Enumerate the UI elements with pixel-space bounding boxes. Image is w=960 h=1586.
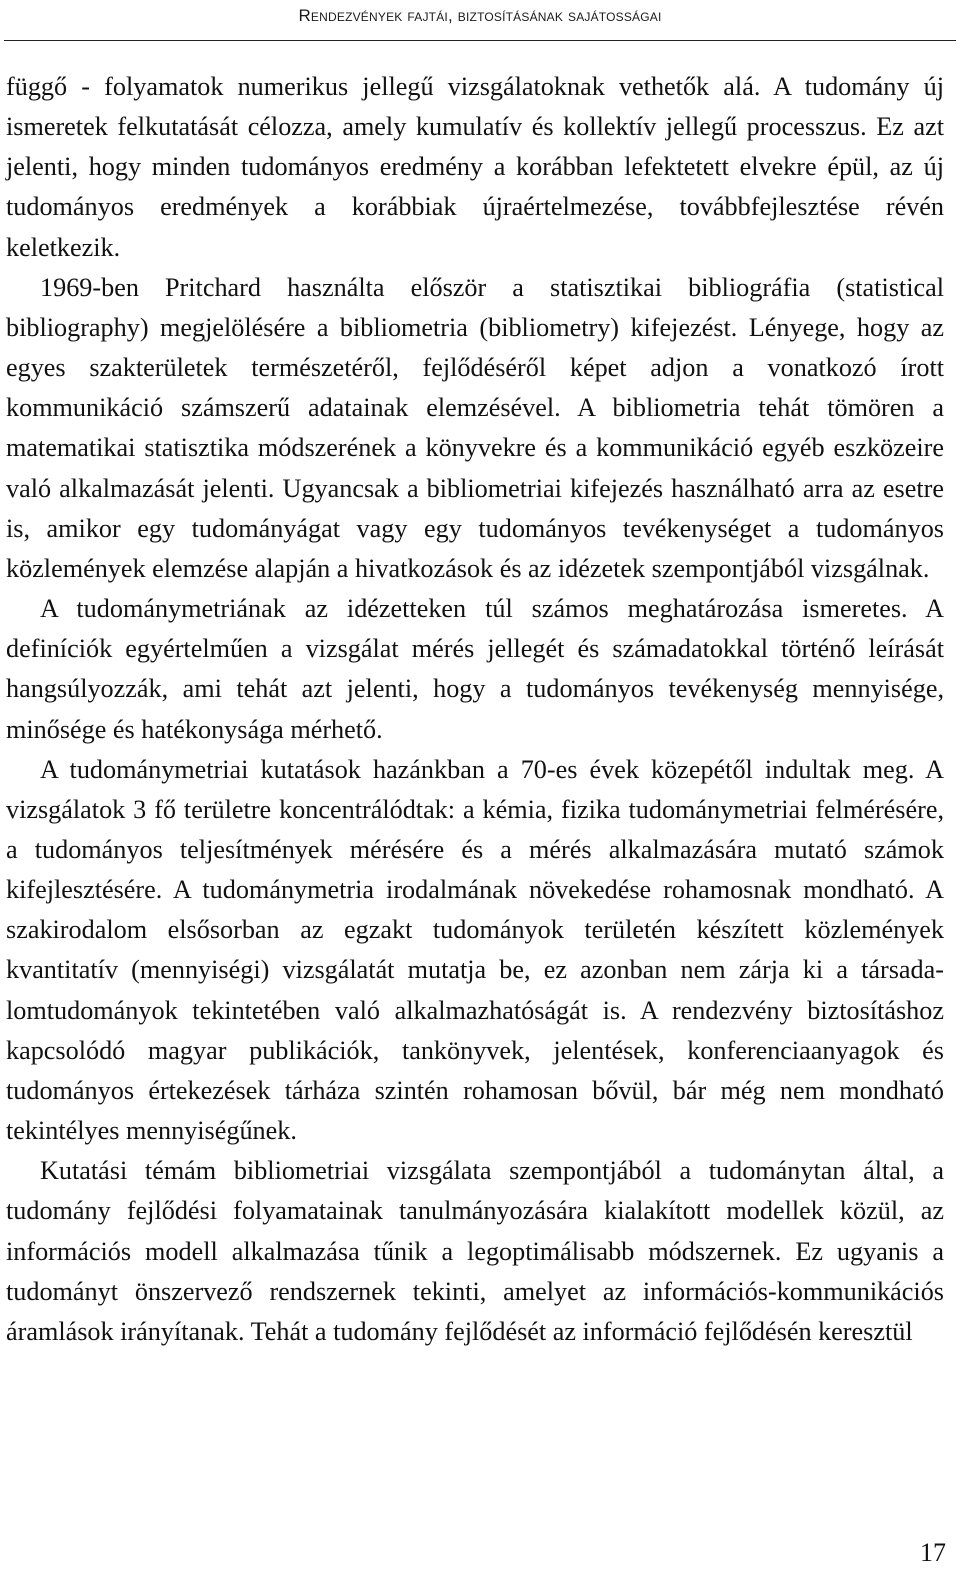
paragraph-tudomanymetria-definiciok: A tudománymetriának az idézetteken túl számos meghatározása ismeretes. A definíciók egyértelműen a vizsgálat mérés jellegét és számadatokkal történő leírását hangsúlyozzák, ami tehát azt jelenti, hogy a tudományos tevékenység mennyisége, minősége és hatékonysága mérhető. [6, 594, 944, 744]
running-header: Rendezvények fajtái, biztosításának sajátosságai [298, 6, 662, 25]
body-text [6, 67, 944, 1352]
paragraph-hazai-kutatasok: A tudománymetriai kutatások hazánkban a 70-es évek közepétől indultak meg. A vizsgálatok 3 fő területre koncentrálódtak: a kémia, fizika tudománymetriai felmérésére, a tudományos teljesítmények mérésére és a mérés alkalmazására mutató számok kifejlesztésére. A tudománymetria irodalmának növekedése rohamosnak mondható. A szakirodalom elsősorban az egzakt tudományok területén készített közlemények kvantitatív (mennyiségi) vizsgálatát mutatja be, ez azonban nem zárja ki a társadalomtudományok tekintetében való alkalmazhatóságát is. A rendezvény biztosításhoz kapcsolódó magyar publikációk, tankönyvek, jelentések, konferenciaanyagok és tudományos értekezések tárháza szintén rohamosan bővül, bár még nem mondható tekintélyes mennyiségűnek. [6, 754, 944, 1146]
page-number: 17 [920, 1538, 946, 1567]
paragraph-bibliometria: 1969-ben Pritchard használta először a statisztikai bibliográfia (statistical bibliography) megjelölésére a bibliometria (bibliometry) kifejezést. Lényege, hogy az egyes szakterületek természetéről, fejlődéséről képet adjon a vonatkozó írott kommunikáció számszerű adatainak elemzésével. A bibliometria tehát tömören a matematikai statisztika módszerének a könyvekre és a kommunikáció egyéb eszközeire való alkalmazását jelenti. Ugyancsak a bibliometriai kifejezés használható arra az esetre is, amikor egy tudományágat vagy egy tudományos tevékenységet a tudományos közlemények elemzése alapján a hivatkozások és az idézetek szempontjából vizsgálnak. [6, 272, 944, 583]
header-rule [4, 40, 956, 41]
paragraph-continuation: függő - folyamatok numerikus jellegű vizsgálatoknak vethetők alá. A tudomány új ismeretek felkutatását célozza, amely kumulatív és kollektív jellegű processzus. Ez azt jelenti, hogy minden tudományos eredmény a korábban lefektetett elvekre épül, az új tudományos eredmények a korábbiak újraértelmezése, továbbfejlesztése révén keletkezik. [6, 72, 944, 262]
paragraph-kutatasi-tema: Kutatási témám bibliometriai vizsgálata szempontjából a tudománytan által, a tudomány fejlődési folyamatainak tanulmányozására kialakított modellek közül, az információs modell alkalmazása tűnik a legoptimálisabb módszernek. Ez ugyanis a tudományt önszervező rendszernek tekinti, amelyet az információs-kommunikációs áramlások irányítanak. Tehát a tudomány fejlődését az információ fejlődésén keresztül [6, 1156, 944, 1346]
